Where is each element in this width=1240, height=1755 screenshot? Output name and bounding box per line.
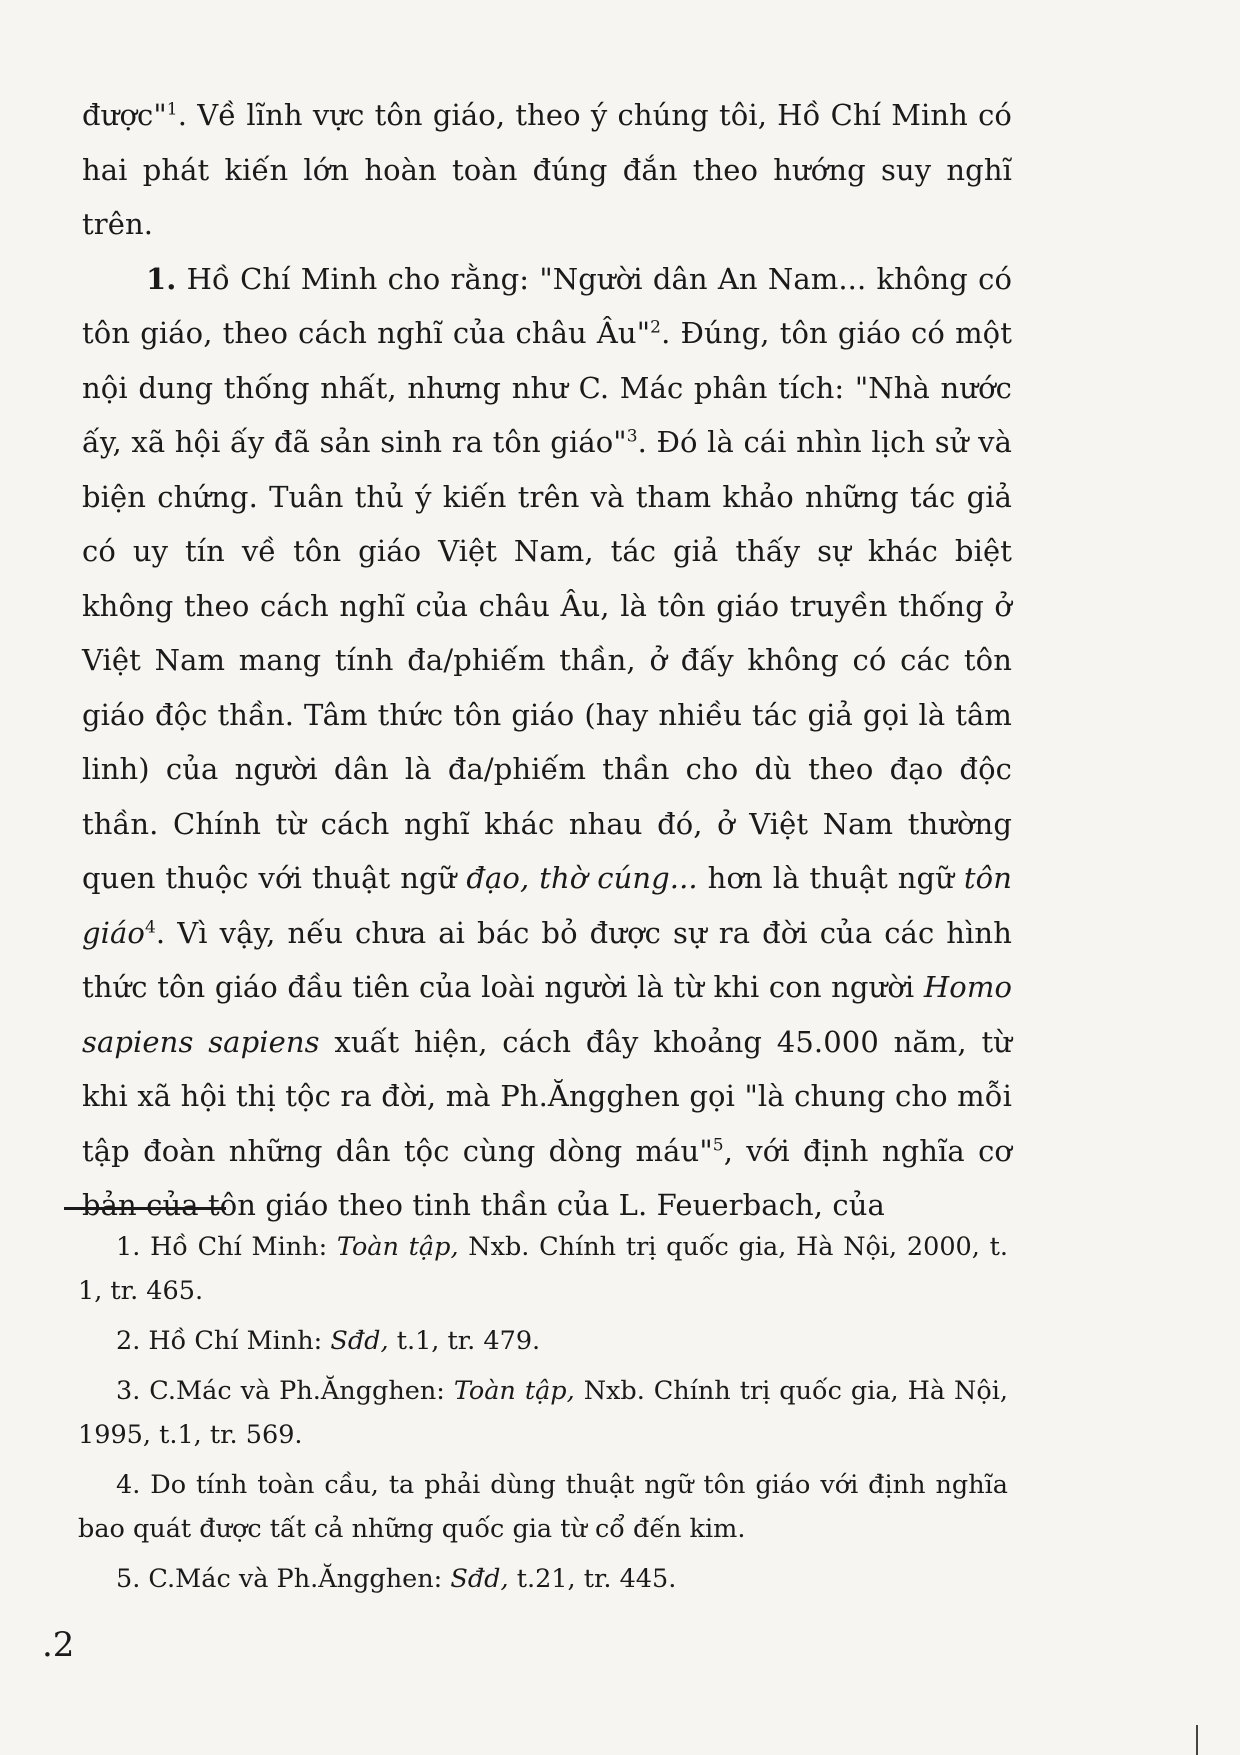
paragraph-1 [82, 252, 1012, 1233]
footnote-divider [64, 1207, 226, 1210]
footnote-text: 4. Do tính toàn cầu, ta phải dùng thuật ngữ tôn giáo với định nghĩa bao quát được tất cả những quốc gia từ cổ đến kim. [78, 1470, 1008, 1544]
text-run: . Về lĩnh vực tôn giáo, theo ý chúng tôi, Hồ Chí Minh có hai phát kiến lớn hoàn toàn đúng đắn theo hướng suy nghĩ trên. [82, 98, 1012, 241]
footnote-text: 2. Hồ Chí Minh: [116, 1326, 331, 1356]
scan-edge-mark [1196, 1725, 1198, 1755]
text-run: hơn là thuật ngữ [697, 861, 964, 895]
italic-term: tôn giáo [82, 861, 1012, 950]
footnote-text: 3. C.Mác và Ph.Ăngghen: [116, 1376, 454, 1406]
footnote-text: 1. Hồ Chí Minh: [116, 1232, 337, 1262]
footnote-text: Nxb. Chính trị quốc gia, Hà Nội, 2000, t. 1, tr. 465. [78, 1232, 1008, 1306]
footnote-ref[interactable]: 1 [166, 99, 178, 120]
text-run: được" [82, 98, 167, 132]
italic-term: Homo sapiens sapiens [82, 970, 1012, 1059]
text-run: , với định nghĩa cơ bản của tôn giáo theo tinh thần của L. Feuerbach, của [82, 1133, 1012, 1222]
page-number: .2 [42, 1625, 75, 1665]
paragraph-continued [82, 88, 1012, 252]
footnote-ref[interactable]: 4 [145, 916, 156, 937]
footnote-4 [78, 1463, 1008, 1551]
text-run: Hồ Chí Minh cho rằng: "Người dân An Nam... không có tôn giáo, theo cách nghĩ của châu Âu" [82, 261, 1012, 350]
footnote-1 [78, 1225, 1008, 1313]
footnotes [78, 1225, 1008, 1607]
text-run: xuất hiện, cách đây khoảng 45.000 năm, từ khi xã hội thị tộc ra đời, mà Ph.Ăngghen gọi "là chung cho mỗi tập đoàn những dân tộc cùng dòng máu" [82, 1024, 1013, 1168]
footnote-2 [78, 1319, 1008, 1363]
footnote-title: Sđd, [330, 1326, 389, 1356]
footnote-text: 5. C.Mác và Ph.Ăngghen: [116, 1564, 451, 1594]
italic-term: đạo, thờ cúng... [466, 861, 698, 895]
footnote-text: t.1, tr. 479. [388, 1326, 541, 1356]
text-run: . Đó là cái nhìn lịch sử và biện chứng. Tuân thủ ý kiến trên và tham khảo những tác giả có uy tín về tôn giáo Việt Nam, tác giả thấy sự khác biệt không theo cách nghĩ của châu Âu, là tôn giáo truyền thống ở Việt Nam mang tính đa/phiếm thần, ở đấy không có các tôn giáo độc thần. Tâm thức tôn giáo (hay nhiều tác giả gọi là tâm linh) của người dân là đa/phiếm thần cho dù theo đạo độc thần. Chính từ cách nghĩ khác nhau đó, ở Việt Nam thường quen thuộc với thuật ngữ [82, 425, 1012, 895]
main-text [82, 88, 1012, 1233]
paragraph-number: 1. [146, 261, 177, 296]
footnote-title: Sđd, [450, 1564, 509, 1594]
text-run: . Vì vậy, nếu chưa ai bác bỏ được sự ra đời của các hình thức tôn giáo đầu tiên của loài người là từ khi con người [82, 915, 1012, 1004]
footnote-ref[interactable]: 3 [626, 426, 638, 447]
footnote-ref[interactable]: 2 [650, 317, 662, 338]
footnote-3 [78, 1369, 1008, 1457]
text-run: . Đúng, tôn giáo có một nội dung thống nhất, nhưng như C. Mác phân tích: "Nhà nước ấy, xã hội ấy đã sản sinh ra tôn giáo" [82, 316, 1012, 459]
footnote-title: Toàn tập, [453, 1376, 575, 1406]
footnote-text: t.21, tr. 445. [508, 1564, 677, 1594]
footnote-text: Nxb. Chính trị quốc gia, Hà Nội, 1995, t.1, tr. 569. [78, 1376, 1008, 1450]
footnote-title: Toàn tập, [336, 1232, 459, 1262]
footnote-ref[interactable]: 5 [712, 1134, 724, 1155]
footnote-5 [78, 1557, 1008, 1601]
